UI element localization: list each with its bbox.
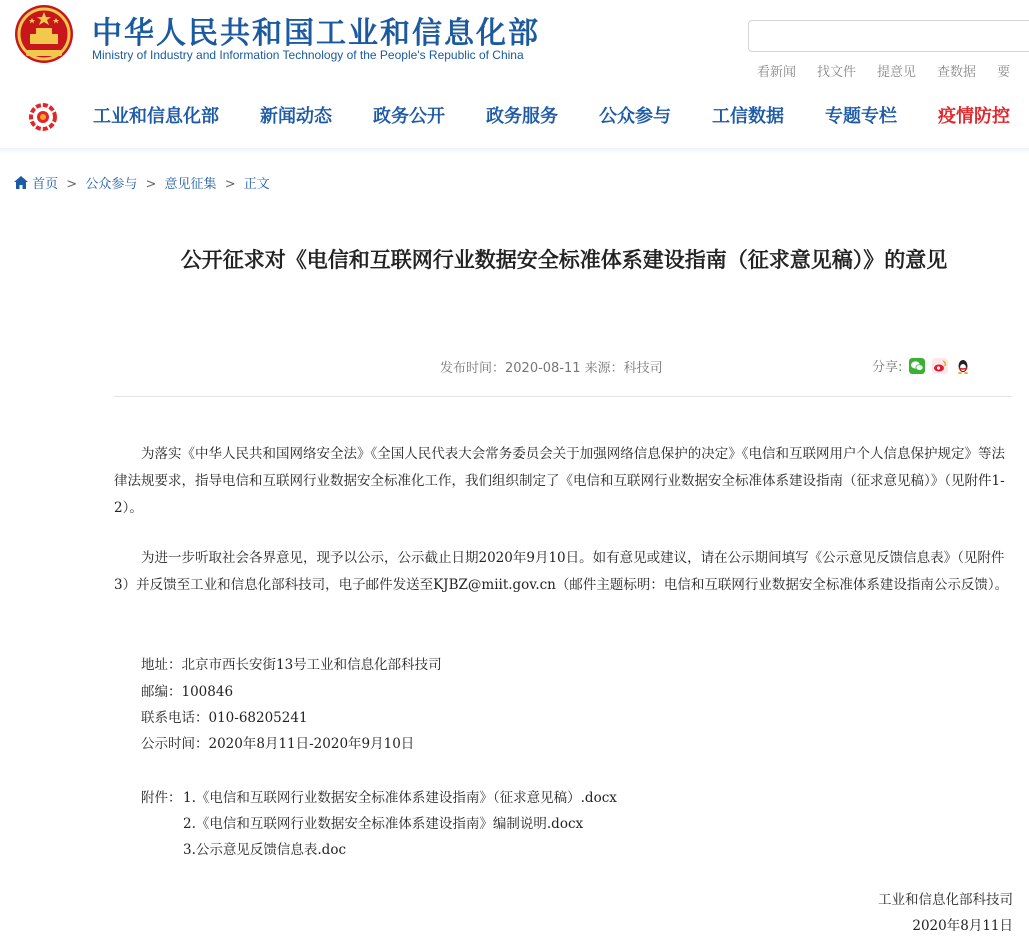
nav-item-epidemic[interactable]: 疫情防控 [938,106,1010,127]
quick-link-files[interactable]: 找文件 [817,65,857,80]
paragraph-2: 为进一步听取社会各界意见，现予以公示，公示截止日期2020年9月10日。如有意见或建议，请在公示期间填写《公示意见反馈信息表》（见附件3）并反馈至工业和信息化部科技司，电子邮件发送至KJBZ@miit.gov.cn（邮件主题标明：电信和互联网行业数据安全标准体系建设指南公示反馈）。 [114,550,1009,593]
quick-link-data[interactable]: 查数据 [937,65,977,80]
contact-postcode: 邮编：100846 [141,684,234,700]
breadcrumb [14,173,270,192]
breadcrumb-separator: > [66,177,78,192]
nav-item-public-participation[interactable]: 公众参与 [599,106,671,127]
search-input[interactable] [748,20,1029,52]
contact-address: 地址：北京市西长安街13号工业和信息化部科技司 [141,657,442,673]
signature-org: 工业和信息化部科技司 [878,892,1013,908]
quick-link-feedback[interactable]: 提意见 [877,65,917,80]
nav-item-data[interactable]: 工信数据 [712,106,784,127]
breadcrumb-public-participation[interactable]: 公众参与 [85,177,138,192]
home-icon[interactable] [14,176,28,189]
breadcrumb-current: 正文 [243,177,270,192]
nav-item-gov-affairs[interactable]: 政务公开 [373,106,445,127]
qq-icon[interactable] [955,358,971,374]
attachment-link[interactable]: 2.《电信和互联网行业数据安全标准体系建设指南》编制说明.docx [183,816,584,832]
signature-date: 2020年8月11日 [912,918,1013,934]
nav-item-gov-services[interactable]: 政务服务 [486,106,558,127]
share-bar [872,356,971,375]
article-title: 公开征求对《电信和互联网行业数据安全标准体系建设指南（征求意见稿）》的意见 [180,248,948,272]
main-nav [0,92,1029,136]
site-subtitle: Ministry of Industry and Information Technology of the People's Republic of China [92,48,524,62]
nav-items [93,102,1029,128]
article-meta: 发布时间：2020-08-11 来源：科技司 [440,361,663,376]
contact-phone: 联系电话：010-68205241 [141,710,308,726]
publicity-period: 公示时间：2020年8月11日-2020年9月10日 [141,736,415,752]
nav-item-news[interactable]: 新闻动态 [260,106,332,127]
wechat-icon[interactable] [909,358,925,374]
weibo-icon[interactable] [932,358,948,374]
nav-item-topics[interactable]: 专题专栏 [825,106,897,127]
site-header [0,0,1029,150]
quick-link-news[interactable]: 看新闻 [757,65,797,80]
site-title: 中华人民共和国工业和信息化部 [92,16,540,51]
content-divider [114,396,1012,397]
attachment-link[interactable]: 3.公示意见反馈信息表.doc [183,842,347,858]
quick-links [757,61,1029,80]
breadcrumb-home[interactable]: 首页 [32,177,59,192]
attachments-label: 附件： [141,790,182,806]
quick-link-more[interactable]: 要 [997,65,1011,80]
attachment-link[interactable]: 1.《电信和互联网行业数据安全标准体系建设指南》（征求意见稿）.docx [183,790,617,806]
national-emblem-icon [14,4,74,66]
share-label: 分享: [872,360,903,375]
breadcrumb-separator: > [145,177,157,192]
paragraph-1: 为落实《中华人民共和国网络安全法》《全国人民代表大会常务委员会关于加强网络信息保护的决定》《电信和互联网用户个人信息保护规定》等法律法规要求，指导电信和互联网行业数据安全标准化工作，我们组织制定了《电信和互联网行业数据安全标准体系建设指南（征求意见稿）》（见附件1-2）。 [114,446,1005,516]
breadcrumb-opinion-collection[interactable]: 意见征集 [164,177,217,192]
nav-item-miit[interactable]: 工业和信息化部 [93,106,219,127]
miit-logo-icon[interactable] [28,102,58,132]
nav-divider [0,148,1029,154]
breadcrumb-separator: > [224,177,236,192]
